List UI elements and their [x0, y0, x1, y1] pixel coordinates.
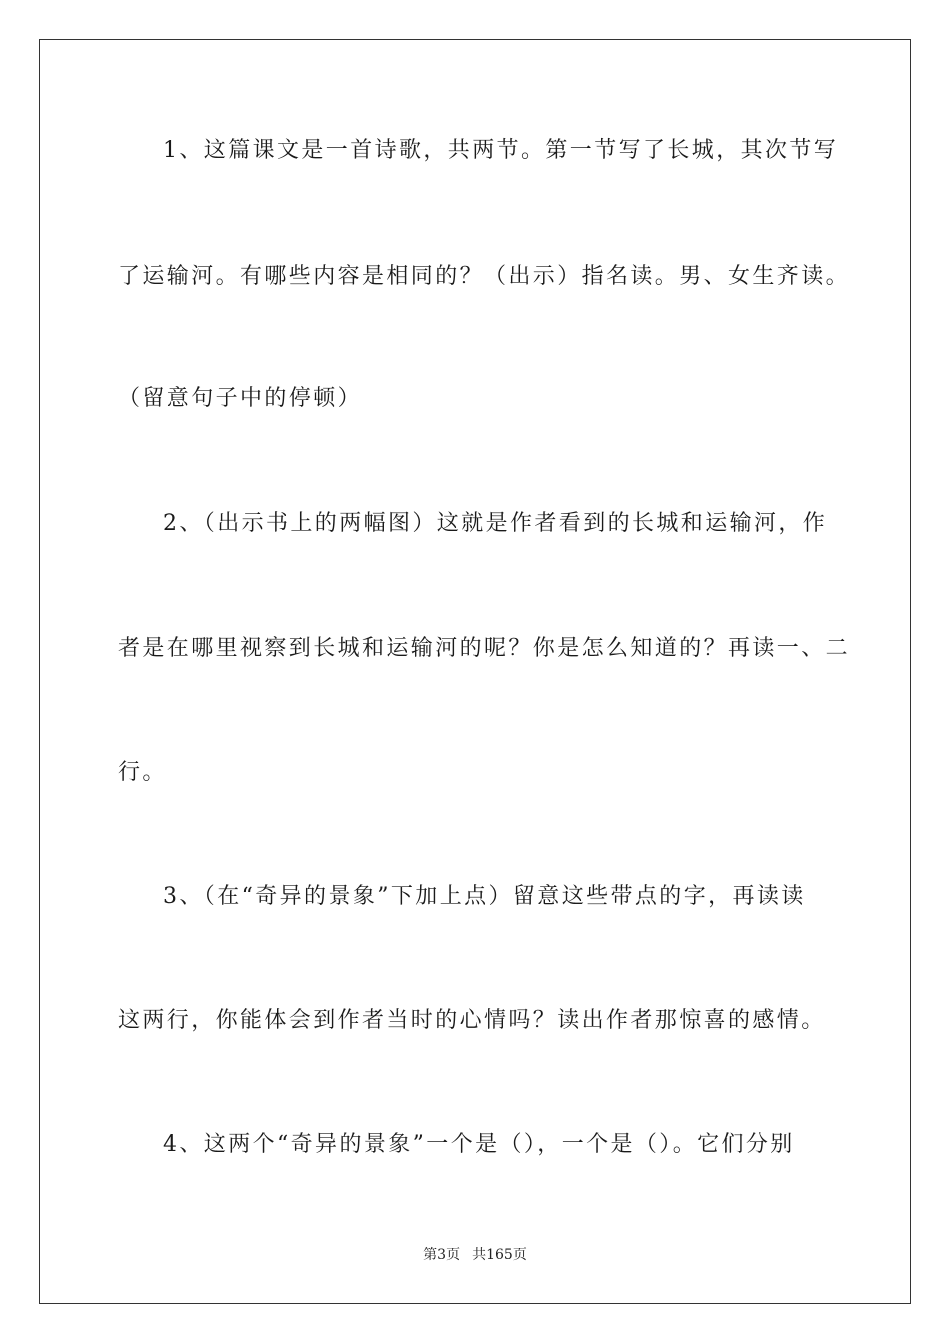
- text-line-6: 行。: [118, 760, 167, 785]
- page-total: 共165页: [472, 1247, 527, 1263]
- text-line-1: 1、这篇课文是一首诗歌，共两节。第一节写了长城，其次节写: [163, 138, 839, 163]
- text-line-9: 4、这两个“奇异的景象”一个是（），一个是（）。它们分别: [163, 1132, 795, 1157]
- text-line-3: （留意句子中的停顿）: [118, 386, 363, 411]
- page-border: [39, 39, 911, 1304]
- text-line-7: 3、（在“奇异的景象”下加上点）留意这些带点的字，再读读: [163, 884, 806, 909]
- page-footer: [0, 1246, 950, 1264]
- text-line-2: 了运输河。有哪些内容是相同的？（出示）指名读。男、女生齐读。: [118, 264, 851, 289]
- page-number: 第3页: [423, 1247, 461, 1263]
- text-line-5: 者是在哪里视察到长城和运输河的呢？你是怎么知道的？再读一、二: [118, 636, 851, 661]
- text-line-4: 2、（出示书上的两幅图）这就是作者看到的长城和运输河，作: [163, 511, 828, 536]
- text-line-8: 这两行，你能体会到作者当时的心情吗？读出作者那惊喜的感情。: [118, 1008, 826, 1033]
